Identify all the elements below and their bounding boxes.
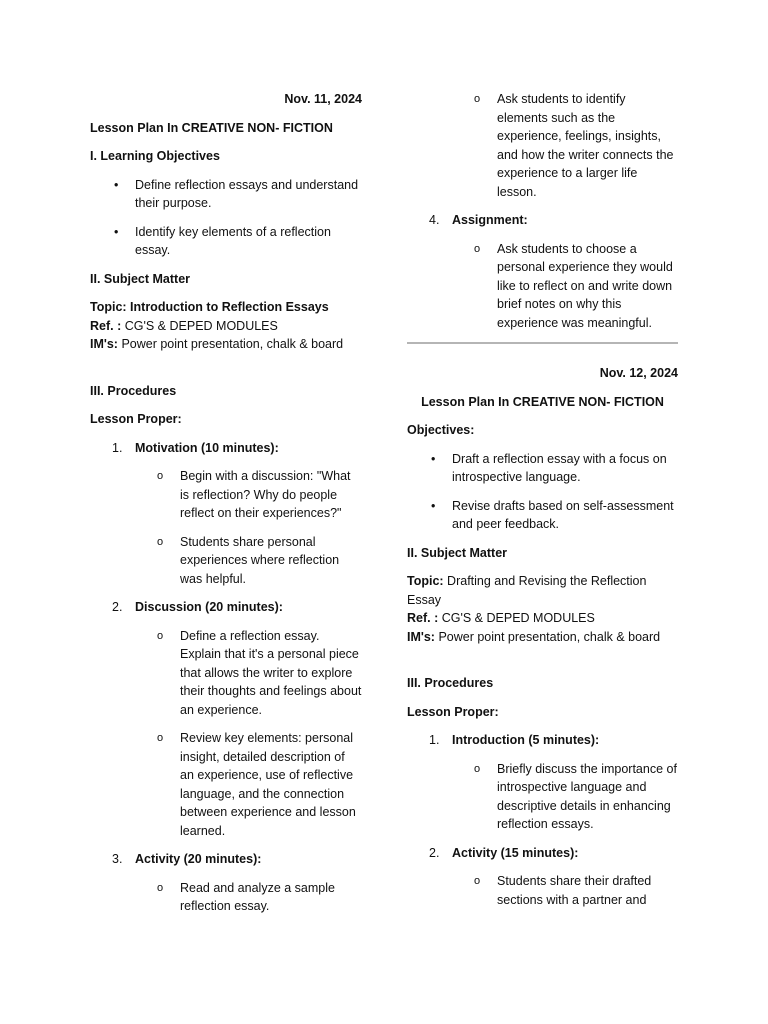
objectives-list (407, 450, 678, 534)
circle-bullet-icon: o (157, 881, 164, 894)
circle-bullet-icon: o (157, 629, 164, 642)
list-item: • Define reflection essays and understand their purpose. (114, 177, 359, 210)
list-item: • Identify key elements of a reflection essay. (114, 224, 331, 257)
list-item: o Students share personal experiences where reflection was helpful. (157, 534, 340, 586)
lesson-proper-label: Lesson Proper: (407, 704, 499, 719)
ims-line: IM's: Power point presentation, chalk & board (90, 337, 344, 351)
list-item: o Students share their drafted sections with a partner and (474, 874, 652, 907)
list-item: o Define a reflection essay. Explain that it's a personal piece that allows the writer to explore their thoughts and feelings about an experience. (157, 628, 362, 717)
subject-matter-heading: II. Subject Matter (90, 271, 191, 286)
circle-bullet-icon: o (474, 875, 481, 887)
continued-list (407, 90, 678, 201)
objectives-heading: I. Learning Objectives (90, 149, 220, 163)
procedure-step: 2. Discussion (20 minutes): o Define a reflection essay. Explain that it's a personal piece that allows the writer to explore their thoughts and feelings about an experience. o Review key elements: personal insight, detailed description of an experience, use of reflective language, and the connection between experience and lesson learned. (90, 598, 362, 840)
procedure-step: 1. Motivation (10 minutes): o Begin with a discussion: "What is reflection? Why do people reflect on their experiences?" o Students share personal experiences where reflection was helpful. (90, 439, 362, 589)
list-item: o Ask students to choose a personal experience they would like to reflect on and write down brief notes on why this experience was meaningful. (474, 241, 673, 330)
subject-matter-heading: II. Subject Matter (407, 545, 508, 560)
objectives-heading: Objectives: (407, 423, 475, 437)
procedures-heading: III. Procedures (90, 383, 177, 398)
ref-line: Ref. : CG'S & DEPED MODULES (407, 611, 595, 625)
lesson-date: Nov. 12, 2024 (599, 366, 678, 380)
bullet-icon: • (114, 177, 119, 192)
procedure-steps (90, 439, 362, 916)
list-item: o Review key elements: personal insight, detailed description of an experience, use of reflective language, and the connection between experience and lesson learned. (157, 731, 356, 838)
procedure-step: 1. Introduction (5 minutes): o Briefly discuss the importance of introspective language and descriptive details in enhancing reflection essays. (407, 731, 678, 834)
lesson-proper-label: Lesson Proper: (90, 412, 182, 426)
assignment-step: 4. Assignment: (429, 213, 528, 227)
assignment-list (407, 240, 678, 333)
list-item: • Draft a reflection essay with a focus on introspective language. (431, 451, 667, 484)
bullet-icon: • (431, 498, 436, 513)
topic-line: Topic: Drafting and Revising the Reflection Essay (407, 574, 647, 607)
list-item: o Read and analyze a sample reflection essay. (157, 880, 335, 913)
lesson-date: Nov. 11, 2024 (284, 92, 362, 106)
procedure-steps (407, 731, 678, 909)
objectives-list (90, 176, 362, 260)
procedures-heading: III. Procedures (407, 676, 494, 690)
section-divider (407, 342, 678, 344)
circle-bullet-icon: o (157, 535, 164, 548)
bullet-icon: • (431, 451, 436, 466)
subject-matter-block (90, 298, 362, 354)
list-item: • Revise drafts based on self-assessment and peer feedback. (431, 498, 674, 531)
subject-matter-block (407, 572, 678, 646)
right-column (407, 90, 678, 919)
circle-bullet-icon: o (157, 470, 164, 482)
procedure-step: 2. Activity (15 minutes): o Students share their drafted sections with a partner and (407, 844, 678, 910)
ims-line: IM's: Power point presentation, chalk & board (407, 629, 661, 644)
lesson-title: Lesson Plan In CREATIVE NON- FICTION (90, 120, 333, 135)
procedure-step: 3. Activity (20 minutes): o Read and analyze a sample reflection essay. (90, 850, 362, 916)
ref-line: Ref. : CG'S & DEPED MODULES (90, 318, 278, 333)
topic-line: Topic: Introduction to Reflection Essays (90, 300, 329, 314)
circle-bullet-icon: o (474, 93, 481, 105)
list-item: o Ask students to identify elements such as the experience, feelings, insights, and how the writer connects the experience to a larger life lesson. (474, 92, 674, 199)
lesson-title: Lesson Plan In CREATIVE NON- FICTION (421, 394, 664, 409)
circle-bullet-icon: o (474, 242, 481, 255)
left-column (90, 90, 362, 926)
bullet-icon: • (114, 224, 119, 239)
list-item: o Briefly discuss the importance of introspective language and descriptive details in enhancing reflection essays. (474, 761, 677, 831)
circle-bullet-icon: o (157, 732, 164, 744)
circle-bullet-icon: o (474, 762, 481, 775)
list-item: o Begin with a discussion: "What is reflection? Why do people reflect on their experiences?" (157, 469, 351, 520)
